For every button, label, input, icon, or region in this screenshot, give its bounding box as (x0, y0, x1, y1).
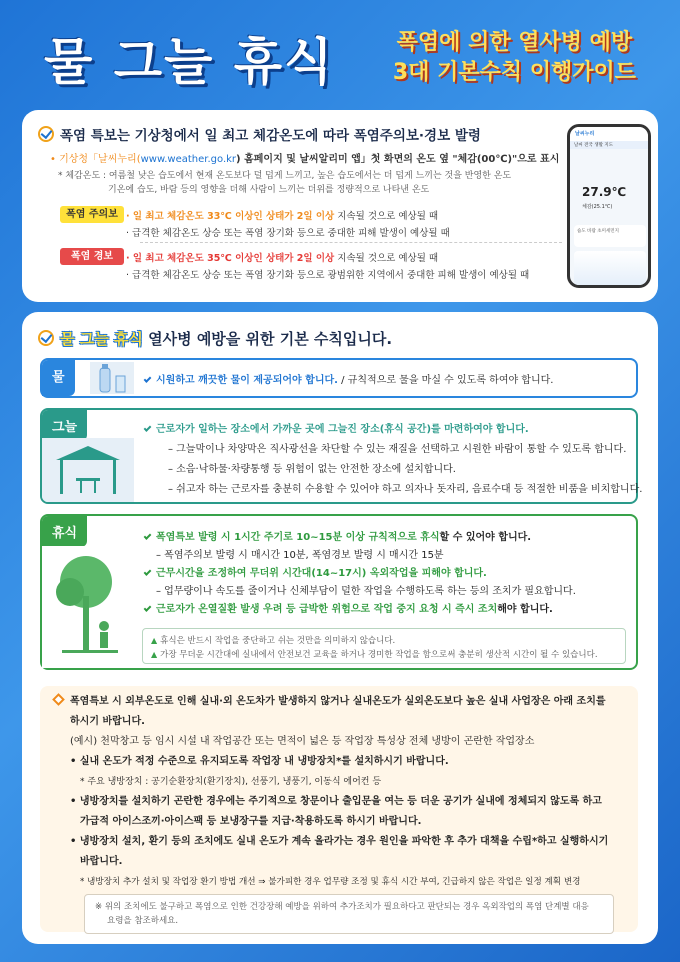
water-box (40, 358, 638, 398)
shade-item: – 그늘막이나 차양막은 직사광선을 차단할 수 있는 재질을 선택하고 시원한 바람이 통할 수 있도록 합니다. (168, 444, 627, 455)
weather-link[interactable]: www.weather.go.kr (140, 154, 237, 165)
shade-box (40, 408, 643, 504)
warning-line-2: · 급격한 체감온도 상승 또는 폭염 장기화 등으로 광범위한 지역에서 중대한 피해 발생이 예상될 때 (126, 270, 530, 281)
header (0, 0, 680, 108)
rest-note (142, 628, 626, 664)
shade-head: 근로자가 일하는 장소에서 가까운 곳에 그늘진 장소(휴식 공간)를 마련하여야 합니다. (142, 420, 529, 435)
tent-icon (42, 438, 134, 502)
advisory-tag: 폭염 주의보 (60, 206, 124, 223)
indoor-intro: 폭염특보 시 외부온도로 인해 실내·외 온도차가 발생하지 않거나 실내온도가 실외온도보다 높은 실내 사업장은 아래 조치를 (54, 692, 606, 712)
rest-head-1: 폭염특보 발령 시 1시간 주기로 10~15분 이상 규칙적으로 휴식할 수 있어야 합니다. (142, 528, 531, 543)
check-icon (38, 126, 54, 142)
advisory-line-1: · 일 최고 체감온도 33℃ 이상인 상태가 2일 이상 지속될 것으로 예상될 때 (126, 211, 439, 222)
shade-label: 그늘 (42, 410, 87, 441)
indoor-note-1: * 주요 냉방장치 : 공기순환장치(환기장치), 선풍기, 냉풍기, 이동식 에어컨 등 (80, 777, 382, 787)
indoor-bullet-3: • 냉방장치 설치, 환기 등의 조치에도 실내 온도가 계속 올라가는 경우 원인을 파악한 후 추가 대책을 수립*하고 실행하시기 (70, 836, 609, 847)
definition-line-2: 기온에 습도, 바람 등의 영향을 더해 사람이 느끼는 더위를 정량적으로 나타낸 온도 (108, 185, 430, 195)
water-label: 물 (42, 360, 75, 396)
rest-note-2: ▲ 가장 무더운 시간대에 실내에서 안전보건 교육을 하거나 경미한 작업을 함으로써 충분히 생산적 시간이 될 수 있습니다. (151, 650, 598, 660)
indoor-note-3: * 냉방장치 추가 설치 및 작업장 환기 방법 개선 ⇒ 불가피한 경우 업무량 조정 및 휴식 시간 부여, 긴급하지 않은 작업은 일정 계획 변경 (80, 877, 581, 887)
alert-title: 폭염 특보는 기상청에서 일 최고 체감온도에 따라 폭염주의보·경보 발령 (38, 124, 481, 144)
subtitle-line-1: 폭염에 의한 열사병 예방 (396, 30, 633, 55)
phone-feels: 체감(25.1℃) (582, 204, 613, 210)
rules-card (22, 312, 658, 944)
indoor-intro-2: 하시기 바랍니다. (70, 716, 145, 727)
shade-item: – 소음·낙하물·차량통행 등 위험이 없는 안전한 장소에 설치합니다. (168, 464, 456, 475)
rest-label: 휴식 (42, 516, 87, 547)
rest-sub-2: – 업무량이나 속도를 줄이거나 신체부담이 덜한 작업을 수행하도록 하는 등의 조치가 필요합니다. (156, 586, 576, 597)
definition-line-1: * 체감온도 : 여름철 낮은 습도에서 현재 온도보다 덜 덥게 느끼고, 높은 습도에서는 더 덥게 느끼는 것을 반영한 온도 (58, 171, 512, 181)
main-title: 물 그늘 휴식 (44, 33, 335, 91)
rest-sub-1: – 폭염주의보 발령 시 매시간 10분, 폭염경보 발령 시 매시간 15분 (156, 550, 444, 561)
indoor-bullet-1: • 실내 온도가 적정 수준으로 유지되도록 작업장 내 냉방장치*를 설치하시기 바랍니다. (70, 756, 449, 767)
advisory-line-2: · 급격한 체감온도 상승 또는 폭염 장기화 등으로 중대한 피해 발생이 예상될 때 (126, 228, 450, 239)
subtitle-line-2: 3대 기본수칙 이행가이드 (392, 60, 636, 85)
phone-strip: 습도 바람 초미세먼지 (574, 225, 646, 247)
rest-head-3: 근로자가 온열질환 발생 우려 등 급박한 위험으로 작업 중지 요청 시 즉시 조치해야 합니다. (142, 600, 553, 615)
subtitle (393, 28, 636, 88)
phone-graph (574, 251, 646, 285)
shade-item: – 쉬고자 하는 근로자를 충분히 수용할 수 있어야 하고 의자나 돗자리, 음료수대 등 적절한 비품을 비치합니다. (168, 484, 643, 495)
rest-box (40, 514, 638, 670)
alert-source: • 기상청「날씨누리(www.weather.go.kr) 홈페이지 및 날씨알리미 앱」첫 화면의 온도 옆 "체감(00℃)"으로 표시 (50, 154, 560, 165)
rules-title: 물 그늘 휴식 열사병 예방을 위한 기본 수칙입니다. (38, 328, 392, 349)
water-bottle-icon (90, 362, 134, 394)
indoor-bullet-2: • 냉방장치를 설치하기 곤란한 경우에는 주기적으로 창문이나 출입문을 여는 등 더운 공기가 실내에 정체되지 않도록 하고 (70, 796, 602, 807)
phone-tabs: 날씨 전국 생활 지도 (570, 141, 648, 149)
indoor-reference-note: ※ 위의 조치에도 불구하고 폭염으로 인한 건강장해 예방을 위하여 추가조치가 필요하다고 판단되는 경우 옥외작업의 폭염 단계별 대응 요령을 참조하세요. (84, 894, 614, 934)
tree-rest-icon (42, 546, 134, 668)
rest-head-2: 근무시간을 조정하여 무더위 시간대(14~17시) 옥외작업을 피해야 합니다. (142, 564, 487, 579)
warning-tag: 폭염 경보 (60, 248, 124, 265)
warning-line-1: · 일 최고 체감온도 35℃ 이상인 상태가 2일 이상 지속될 것으로 예상될 때 (126, 253, 439, 264)
check-icon (38, 330, 54, 346)
heat-alert-card (22, 110, 658, 302)
phone-temp: 27.9℃ (582, 185, 627, 199)
indoor-bullet-3b: 바랍니다. (80, 856, 123, 867)
water-line: 시원하고 깨끗한 물이 제공되어야 합니다. / 규칙적으로 물을 마실 수 있도록 하여야 합니다. (142, 371, 553, 386)
divider (140, 242, 562, 243)
phone-app-title: 날씨누리 (570, 127, 648, 141)
indoor-box (40, 686, 638, 932)
indoor-example: (예시) 천막창고 등 임시 시설 내 작업공간 또는 면적이 넓은 등 작업장 특성상 전체 냉방이 곤란한 작업장소 (70, 736, 535, 747)
diamond-icon (52, 693, 65, 706)
rest-note-1: ▲ 휴식은 반드시 작업을 중단하고 쉬는 것만을 의미하지 않습니다. (151, 636, 396, 646)
phone-mockup (567, 124, 651, 288)
indoor-bullet-2b: 가급적 아이스조끼·아이스팩 등 보냉장구를 지급·착용하도록 하시기 바랍니다. (80, 816, 422, 827)
